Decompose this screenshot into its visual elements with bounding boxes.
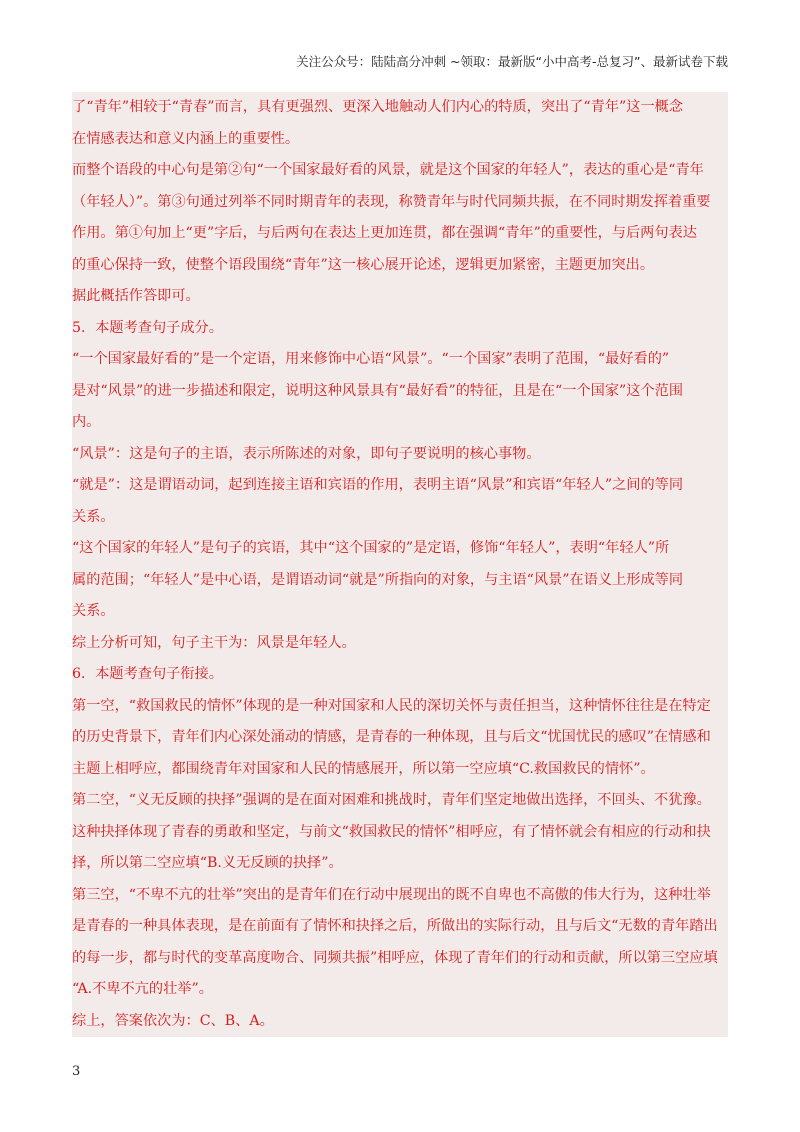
page-header: 关注公众号：陆陆高分冲刺 ~领取：最新版“小中高考-总复习”、最新试卷下载 <box>296 54 728 69</box>
text-line: 择，所以第二空应填“B.义无反顾的抉择”。 <box>72 855 343 871</box>
text-line: 内。 <box>72 414 101 430</box>
text-line: “一个国家最好看的”是一个定语，用来修饰中心语“风景”。“一个国家”表明了范围，“最好看的” <box>72 351 670 367</box>
text-line: 第二空，“义无反顾的抉择”强调的是在面对困难和挑战时，青年们坚定地做出选择，不回头、不犹豫。 <box>72 792 711 808</box>
text-line: 第一空，“救国救民的情怀”体现的是一种对国家和人民的深切关怀与责任担当，这种情怀往往是在特定 <box>72 697 711 714</box>
text-line: “A.不卑不亢的壮举”。 <box>72 981 213 997</box>
question-5-heading: 5．本题考查句子成分。 <box>72 319 223 336</box>
text-line: 作用。第①句加上“更”字后，与后两句在表达上更加连贯，都在强调“青年”的重要性，与后两句表达 <box>72 225 697 241</box>
text-line: 在情感表达和意义内涵上的重要性。 <box>72 130 300 147</box>
text-line: 综上，答案依次为：C、B、A。 <box>72 1012 274 1029</box>
text-line: 是对“风景”的进一步描述和限定，说明这种风景具有“最好看”的特征，且是在“一个国家”这个范围 <box>72 382 684 399</box>
text-line: 是青春的一种具体表现，是在前面有了情怀和抉择之后，所做出的实际行动，且与后文“无数的青年踏出 <box>72 918 718 934</box>
text-line: 了“青年”相较于“青春”而言，具有更强烈、更深入地触动人们内心的特质，突出了“青年”这一概念 <box>72 99 684 115</box>
text-line: 的每一步，都与时代的变革高度吻合、同频共振”相呼应，体现了青年们的行动和贡献，所以第三空应填 <box>72 949 718 966</box>
text-line: （年轻人）”。第③句通过列举不同时期青年的表现，称赞青年与时代同频共振，在不同时期发挥着重要 <box>72 193 711 210</box>
text-line: “就是”：这是谓语动词，起到连接主语和宾语的作用，表明主语“风景”和宾语“年轻人”之间的等同 <box>72 477 684 493</box>
text-line: 主题上相呼应，都围绕青年对国家和人民的情感展开，所以第一空应填“C.救国救民的情怀”。 <box>72 760 655 777</box>
text-line: 关系。 <box>72 508 115 525</box>
text-line: 第三空，“不卑不亢的壮举”突出的是青年们在行动中展现出的既不自卑也不高傲的伟大行为，这种壮举 <box>72 886 711 903</box>
text-line: 关系。 <box>72 603 115 619</box>
text-line: 据此概括作答即可。 <box>72 288 200 304</box>
question-6-heading: 6．本题考查句子衔接。 <box>72 666 223 682</box>
text-line: “这个国家的年轻人”是句子的宾语，其中“这个国家的”是定语，修饰“年轻人”，表明“年轻人”所 <box>72 540 670 556</box>
text-line: 的历史背景下，青年们内心深处涌动的情感，是青春的一种体现，且与后文“忧国忧民的感叹”在情感和 <box>72 729 711 745</box>
text-line: 的重心保持一致，使整个语段围绕“青年”这一核心展开论述，逻辑更加紧密，主题更加突出。 <box>72 256 655 273</box>
page-number: 3 <box>72 1064 81 1079</box>
text-line: 而整个语段的中心句是第②句“一个国家最好看的风景，就是这个国家的年轻人”，表达的重心是“青年 <box>72 162 704 178</box>
answer-explanation <box>72 92 728 1037</box>
text-line: 属的范围；“年轻人”是中心语，是谓语动词“就是”所指向的对象，与主语“风景”在语义上形成等同 <box>72 571 684 588</box>
text-line: 这种抉择体现了青春的勇敢和坚定，与前文“救国救民的情怀”相呼应，有了情怀就会有相应的行动和抉 <box>72 823 711 840</box>
text-line: 综上分析可知，句子主干为：风景是年轻人。 <box>72 634 356 651</box>
text-line: “风景”：这是句子的主语，表示所陈述的对象，即句子要说明的核心事物。 <box>72 445 541 462</box>
